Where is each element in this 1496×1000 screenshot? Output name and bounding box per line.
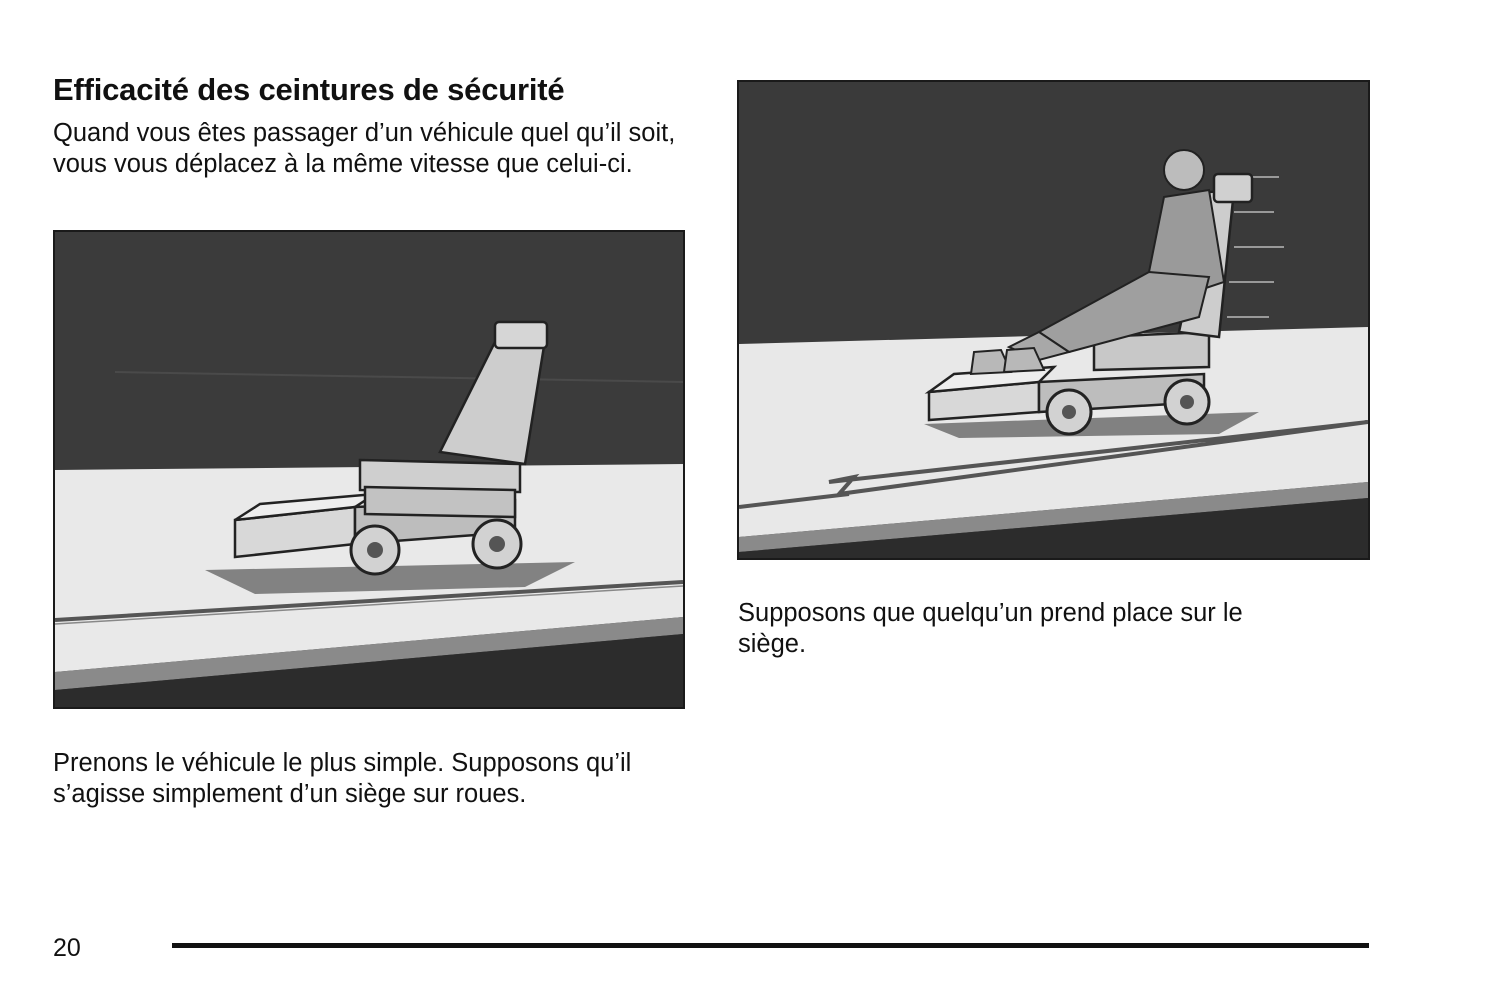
footer-rule [172,943,1369,948]
intro-paragraph: Quand vous êtes passager d’un véhicule quel qu’il soit, vous vous déplacez à la même vitesse que celui-ci. [53,119,676,178]
simple-vehicle-paragraph: Prenons le véhicule le plus simple. Supposons qu’il s’agisse simplement d’un siège sur roues. [53,749,632,808]
dummy-seat-drawing [739,82,1368,558]
page-number: 20 [53,934,81,962]
someone-sits-paragraph: Supposons que quelqu’un prend place sur le siège. [738,599,1243,658]
section-heading: Efficacité des ceintures de sécurité [53,72,565,107]
illustration-dummy-on-moving-seat [737,80,1370,560]
illustration-empty-seat-on-wheels [53,230,685,709]
empty-seat-drawing [55,232,683,707]
